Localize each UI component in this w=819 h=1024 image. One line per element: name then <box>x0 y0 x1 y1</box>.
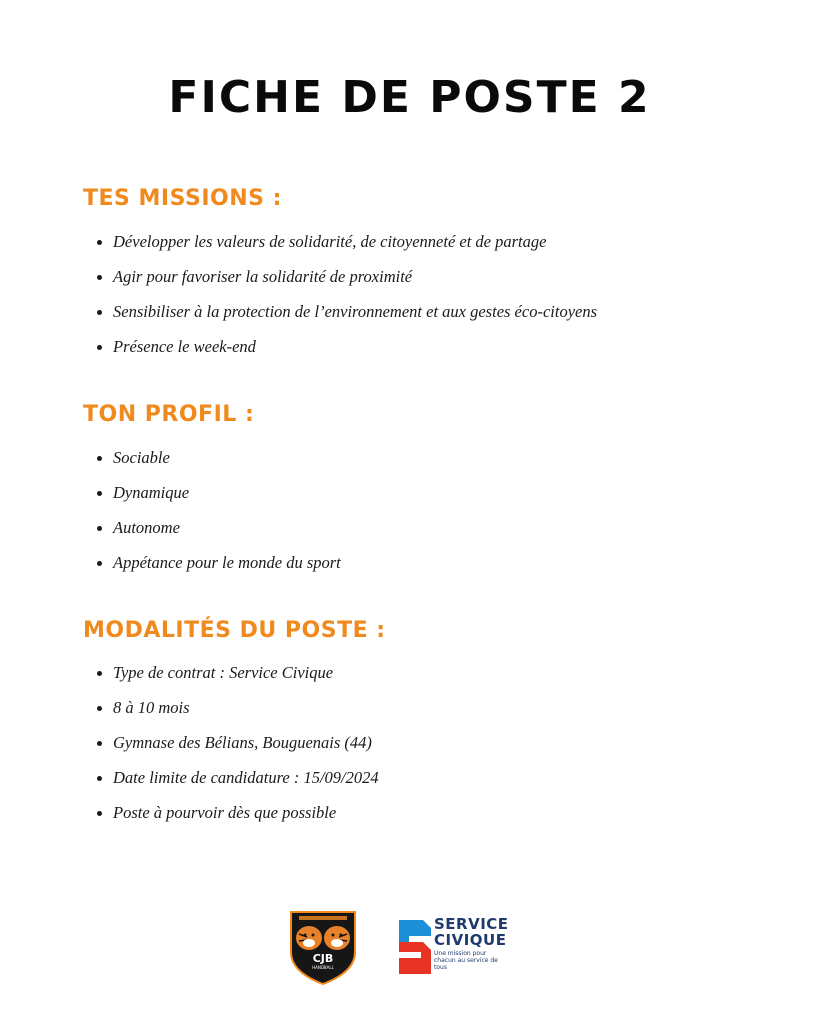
list-item: 8 à 10 mois <box>94 698 379 733</box>
service-civique-logo <box>395 914 509 976</box>
service-civique-s-icon <box>395 918 435 976</box>
list-item: Agir pour favoriser la solidarité de proximité <box>94 267 597 302</box>
service-civique-line1: SERVICE <box>434 915 509 933</box>
cjb-logo-text: CJB <box>312 952 334 965</box>
list-item: Présence le week-end <box>94 337 597 372</box>
service-civique-line2: CIVIQUE <box>434 931 507 949</box>
list-item: Développer les valeurs de solidarité, de citoyenneté et de partage <box>94 232 597 267</box>
modalities-list <box>94 663 379 838</box>
list-item: Gymnase des Bélians, Bouguenais (44) <box>94 733 379 768</box>
list-item: Type de contrat : Service Civique <box>94 663 379 698</box>
list-item: Sensibiliser à la protection de l’environnement et aux gestes éco-citoyens <box>94 302 597 337</box>
list-item: Dynamique <box>94 483 341 518</box>
list-item: Autonome <box>94 518 341 553</box>
modalities-heading: MODALITÉS DU POSTE : <box>83 618 386 643</box>
missions-list <box>94 232 597 372</box>
profile-heading: TON PROFIL : <box>83 402 255 427</box>
list-item: Date limite de candidature : 15/09/2024 <box>94 768 379 803</box>
profile-list <box>94 448 341 588</box>
list-item: Sociable <box>94 448 341 483</box>
missions-heading: TES MISSIONS : <box>83 186 282 211</box>
cjb-handball-tiger-crest-icon <box>285 906 361 986</box>
cjb-logo-subtext: HANDBALL <box>312 965 334 970</box>
list-item: Appétance pour le monde du sport <box>94 553 341 588</box>
service-civique-tagline: Une mission pour chacun au service de tous <box>434 950 498 971</box>
footer-logos <box>0 906 819 986</box>
page-title: FICHE DE POSTE 2 <box>168 72 651 123</box>
list-item: Poste à pourvoir dès que possible <box>94 803 379 838</box>
